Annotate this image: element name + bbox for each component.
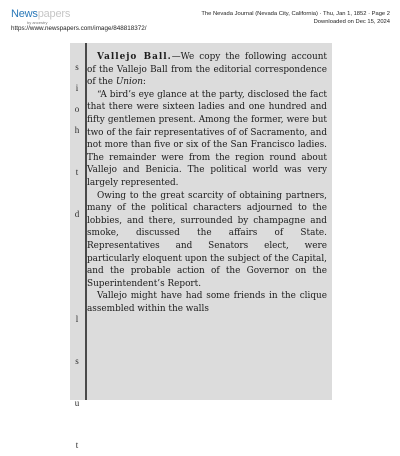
- download-date: Downloaded on Dec 15, 2024: [313, 19, 390, 25]
- margin-letter: t: [75, 167, 79, 177]
- margin-letter: i: [75, 83, 79, 93]
- margin-letter: h: [74, 125, 80, 135]
- article-paragraph-3: Owing to the great scarcity of obtaining partners, many of the political characters adjourned to the lobbies, and there, surrounded by champagne and smoke, discussed the affairs of State. Representatives and Senators elect, were particularly eloquent upon the subject of the Capital, and the probable action of the Governor on the Superintendent’s Report.: [87, 190, 327, 289]
- logo-wordmark: [11, 9, 70, 20]
- margin-letter: [70, 330, 84, 351]
- margin-letter: l: [75, 314, 79, 324]
- article-paragraph-4: Vallejo might have had some friends in the clique assembled within the walls: [87, 291, 327, 314]
- margin-letter: d: [74, 209, 80, 219]
- logo-tagline: by ancestry: [27, 20, 48, 25]
- newspaper-clipping: [70, 43, 332, 450]
- source-newspaper-name: Union: [115, 77, 143, 88]
- paragraph-1-text: —We copy the following account of the Vallejo Ball from the editorial correspondence of the: [87, 52, 328, 88]
- logo-part-papers: papers: [37, 8, 71, 20]
- margin-letter: s: [75, 62, 79, 72]
- margin-letter: [70, 183, 84, 204]
- article-paragraph-1: [87, 51, 327, 89]
- margin-letter: [70, 288, 84, 309]
- margin-letter: [70, 372, 84, 393]
- margin-letter: s: [75, 356, 79, 366]
- source-citation: The Nevada Journal (Nevada City, California) · Thu, Jan 1, 1852 · Page 2: [201, 11, 390, 17]
- margin-letter: [70, 414, 84, 435]
- image-url[interactable]: https://www.newspapers.com/image/848818372/: [11, 25, 147, 32]
- cropped-column-edge: [70, 57, 84, 456]
- margin-letter: [70, 267, 84, 288]
- article-headline: Vallejo Ball.: [97, 52, 172, 62]
- header-bar: [0, 0, 400, 38]
- article-paragraph-2: “A bird’s eye glance at the party, disclosed the fact that there were sixteen ladies and one hundred and fifty gentlemen present. Among the former, were but two of the fair representatives of of Sacramento, and not more than five or six of the San Francisco ladies. The remainder were from the region round about Vallejo and Benicia. The political world was very largely represented.: [87, 89, 327, 188]
- margin-letter: o: [74, 104, 80, 114]
- article-text: [87, 51, 327, 315]
- paragraph-1-end: :: [142, 77, 146, 88]
- margin-letter: t: [75, 440, 79, 450]
- margin-letter: [70, 225, 84, 246]
- margin-letter: [70, 246, 84, 267]
- logo-part-news: News: [11, 8, 38, 20]
- margin-letter: [70, 141, 84, 162]
- margin-letter: u: [74, 398, 80, 408]
